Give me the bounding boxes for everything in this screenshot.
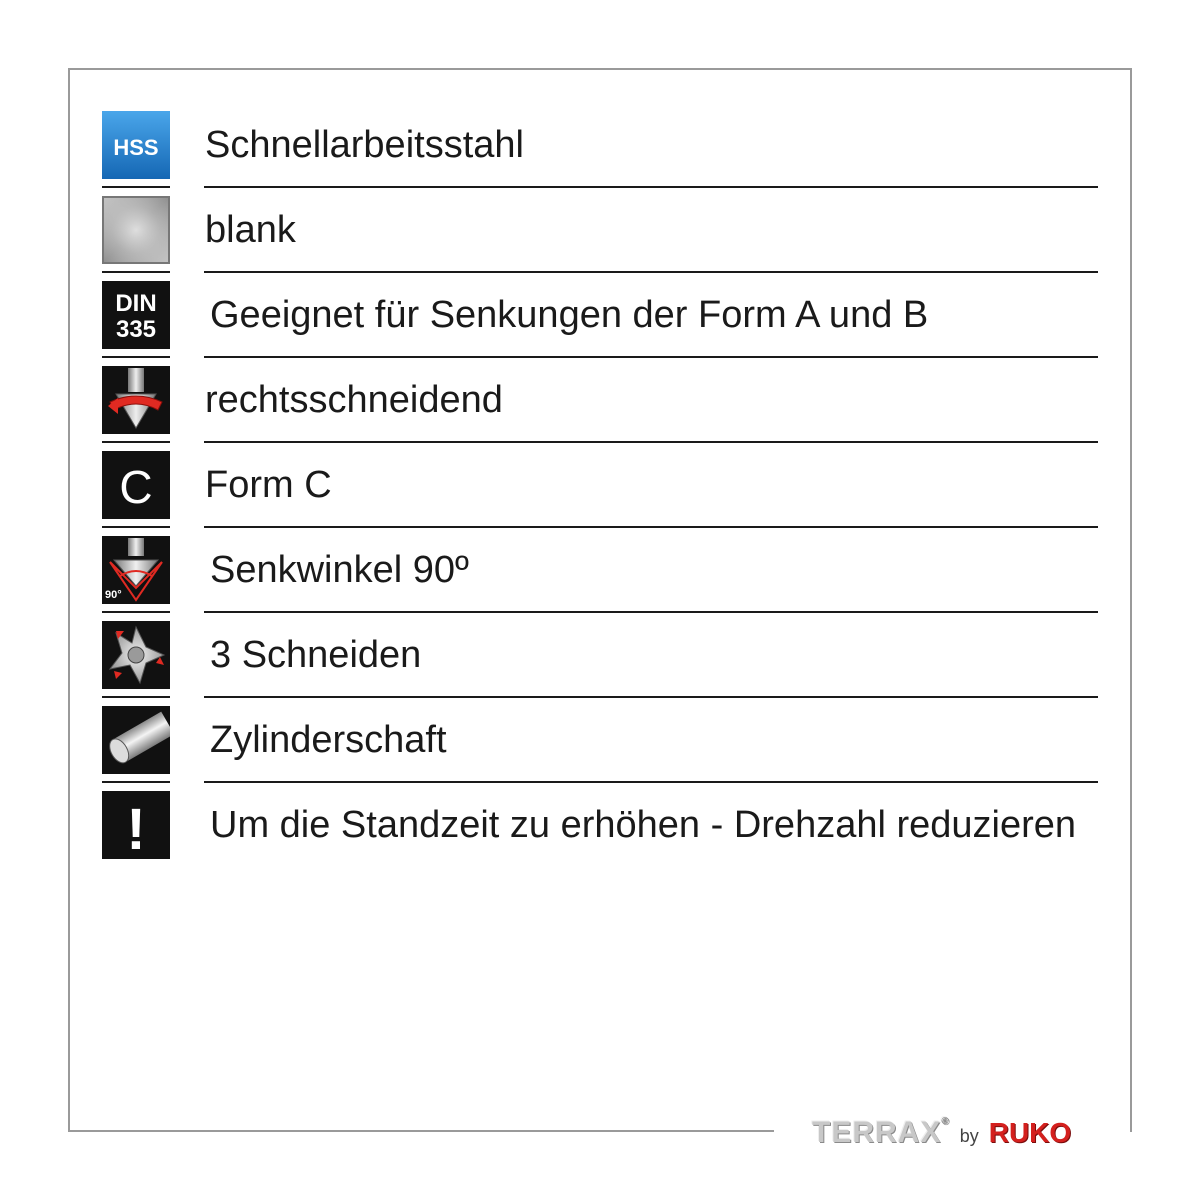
countersink-angle-icon: [102, 536, 170, 604]
separator: [204, 356, 1098, 358]
feature-row-blank: [102, 196, 1098, 264]
logo-brand: TERRAX®: [812, 1116, 950, 1149]
din-335-icon: [102, 281, 170, 349]
separator: [204, 441, 1098, 443]
feature-label: Senkwinkel 90º: [210, 549, 469, 591]
form-c-icon-text: C: [119, 461, 153, 513]
logo-maker: RUKO: [988, 1117, 1072, 1148]
blank-finish-icon: [102, 196, 170, 264]
terrax-by-ruko-logo: [812, 1116, 1071, 1156]
feature-row-rechtsschneidend: [102, 366, 1098, 434]
separator: [204, 186, 1098, 188]
feature-label: Zylinderschaft: [210, 719, 447, 761]
din-number-icon-text: 335: [115, 316, 157, 343]
separator: [102, 271, 170, 273]
form-c-icon: [102, 451, 170, 519]
angle-icon-text: 90°: [105, 589, 122, 601]
separator: [102, 611, 170, 613]
warning-icon: [102, 791, 170, 859]
separator: [102, 696, 170, 698]
din-icon-text: DIN: [115, 290, 157, 317]
feature-label: 3 Schneiden: [210, 634, 422, 676]
feature-row-din: [102, 281, 1098, 349]
separator: [102, 186, 170, 188]
frame-right-border: [1130, 68, 1132, 1132]
frame-top-border: [68, 68, 1132, 70]
logo-by: by: [959, 1126, 979, 1146]
separator: [102, 526, 170, 528]
separator: [102, 356, 170, 358]
feature-row-form-c: [102, 451, 1098, 519]
frame-left-border: [68, 68, 70, 1132]
three-flutes-icon: [102, 621, 170, 689]
hss-icon-text: HSS: [113, 135, 159, 160]
separator: [102, 781, 170, 783]
feature-label: Schnellarbeitsstahl: [205, 124, 524, 166]
separator: [204, 611, 1098, 613]
feature-row-hinweis: [102, 791, 1098, 859]
cylindrical-shank-icon: [102, 706, 170, 774]
feature-label: Um die Standzeit zu erhöhen - Drehzahl reduzieren: [210, 804, 1077, 846]
warning-icon-text: !: [126, 797, 146, 859]
feature-row-zylinderschaft: [102, 706, 1098, 774]
separator: [204, 526, 1098, 528]
frame-bottom-border: [68, 1130, 774, 1132]
feature-label: blank: [205, 209, 296, 251]
feature-row-schneiden: [102, 621, 1098, 689]
feature-label: Form C: [205, 464, 332, 506]
separator: [204, 781, 1098, 783]
feature-row-hss: [102, 111, 1098, 179]
hss-icon: [102, 111, 170, 179]
separator: [102, 441, 170, 443]
separator: [204, 271, 1098, 273]
separator: [204, 696, 1098, 698]
feature-label: Geeignet für Senkungen der Form A und B: [210, 294, 929, 336]
right-hand-cutting-icon: [102, 366, 170, 434]
feature-label: rechtsschneidend: [205, 379, 503, 421]
feature-row-senkwinkel: [102, 536, 1098, 604]
